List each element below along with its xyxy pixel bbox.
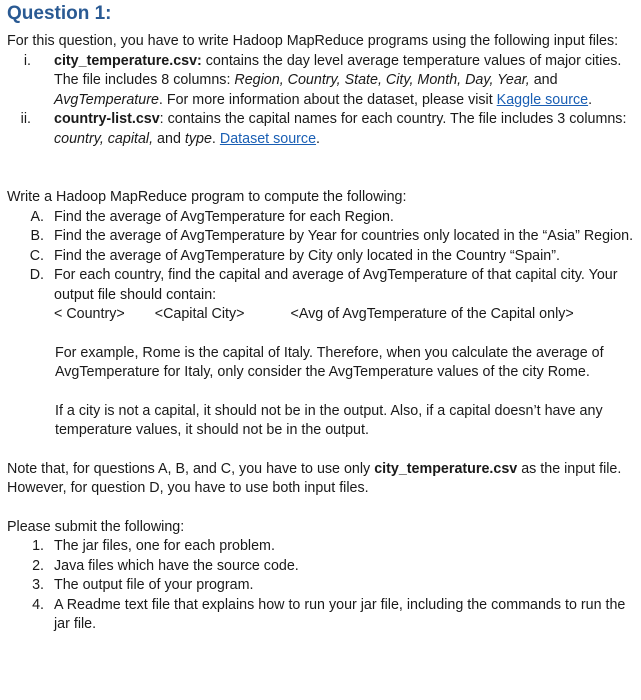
input-files-list <box>7 52 635 150</box>
list-item <box>7 227 635 247</box>
capital-note-paragraph: If a city is not a capital, it should not be in the output. Also, if a capital doesn’t have any temperature values, it should not be in the output. <box>55 402 603 438</box>
submit-list <box>7 537 635 635</box>
list-marker: 2. <box>32 557 44 574</box>
list-item <box>7 266 635 325</box>
list-marker: 1. <box>32 538 44 554</box>
task-text: Find the average of AvgTemperature for each Region. <box>54 208 394 225</box>
column-list: country, capital, <box>54 130 154 147</box>
task-intro: Write a Hadoop MapReduce program to compute the following: <box>7 189 407 205</box>
list-item <box>7 557 635 577</box>
file-description: city_temperature.csv: contains the day level average temperature values of major cities. The file includes 8 columns: Region, Country, State, City, Month, Day, Year, and AvgTemperature. For more information about the dataset, please visit Kaggle source. <box>54 52 622 108</box>
submit-intro: Please submit the following: <box>7 518 185 535</box>
list-marker: 4. <box>32 596 44 613</box>
file-name: city_temperature.csv: <box>54 52 202 69</box>
list-item <box>7 208 635 228</box>
list-item <box>7 596 635 635</box>
list-item <box>7 110 635 149</box>
submit-text: The jar files, one for each problem. <box>54 538 275 554</box>
list-marker: A. <box>30 208 44 225</box>
kaggle-source-link[interactable]: Kaggle source <box>496 91 589 108</box>
document <box>7 0 635 635</box>
list-item <box>7 247 635 267</box>
list-marker: C. <box>29 247 44 264</box>
submit-text: A Readme text file that explains how to run your jar file, including the commands to run the jar file. <box>54 596 626 632</box>
list-marker: B. <box>30 228 44 244</box>
submit-text: Java files which have the source code. <box>54 557 299 574</box>
format-avg: <Avg of AvgTemperature of the Capital only> <box>290 306 574 322</box>
note-file-name: city_temperature.csv <box>374 460 518 477</box>
task-list <box>7 208 635 325</box>
note-paragraph: Note that, for questions A, B, and C, you have to use only city_temperature.csv as the input file. However, for question D, you have to use both input files. <box>7 460 622 496</box>
question-title: Question 1: <box>7 3 112 24</box>
format-country: < Country> <box>54 306 125 322</box>
column-list: Region, Country, State, City, Month, Day, Year, <box>234 72 530 88</box>
task-text: For each country, find the capital and average of AvgTemperature of that capital city. Your output file should contain: < Country> <Capital City> <Avg of AvgTemperature of the Capital only> <box>54 267 618 322</box>
task-text: Find the average of AvgTemperature by City only located in the Country “Spain”. <box>54 247 560 264</box>
format-capital: <Capital City> <box>154 306 245 322</box>
list-marker: 3. <box>32 577 44 593</box>
list-item <box>7 52 635 111</box>
intro-paragraph: For this question, you have to write Hadoop MapReduce programs using the following input files: <box>7 33 619 49</box>
file-description: country-list.csv: contains the capital names for each country. The file includes 3 columns: country, capital, and type. Dataset source. <box>54 111 627 147</box>
task-text: Find the average of AvgTemperature by Year for countries only located in the “Asia” Region. <box>54 228 634 244</box>
list-marker: ii. <box>20 111 31 127</box>
submit-text: The output file of your program. <box>54 577 254 593</box>
column-last: type <box>184 130 212 147</box>
list-item <box>7 576 635 596</box>
list-item <box>7 537 635 557</box>
output-format <box>54 306 574 322</box>
list-marker: i. <box>23 52 31 69</box>
dataset-source-link[interactable]: Dataset source <box>219 130 317 147</box>
file-name: country-list.csv <box>54 111 160 127</box>
list-marker: D. <box>29 267 44 283</box>
column-last: AvgTemperature <box>54 91 159 108</box>
example-paragraph: For example, Rome is the capital of Italy. Therefore, when you calculate the average of AvgTemperature for Italy, only consider the AvgTemperature values of the city Rome. <box>55 344 604 380</box>
